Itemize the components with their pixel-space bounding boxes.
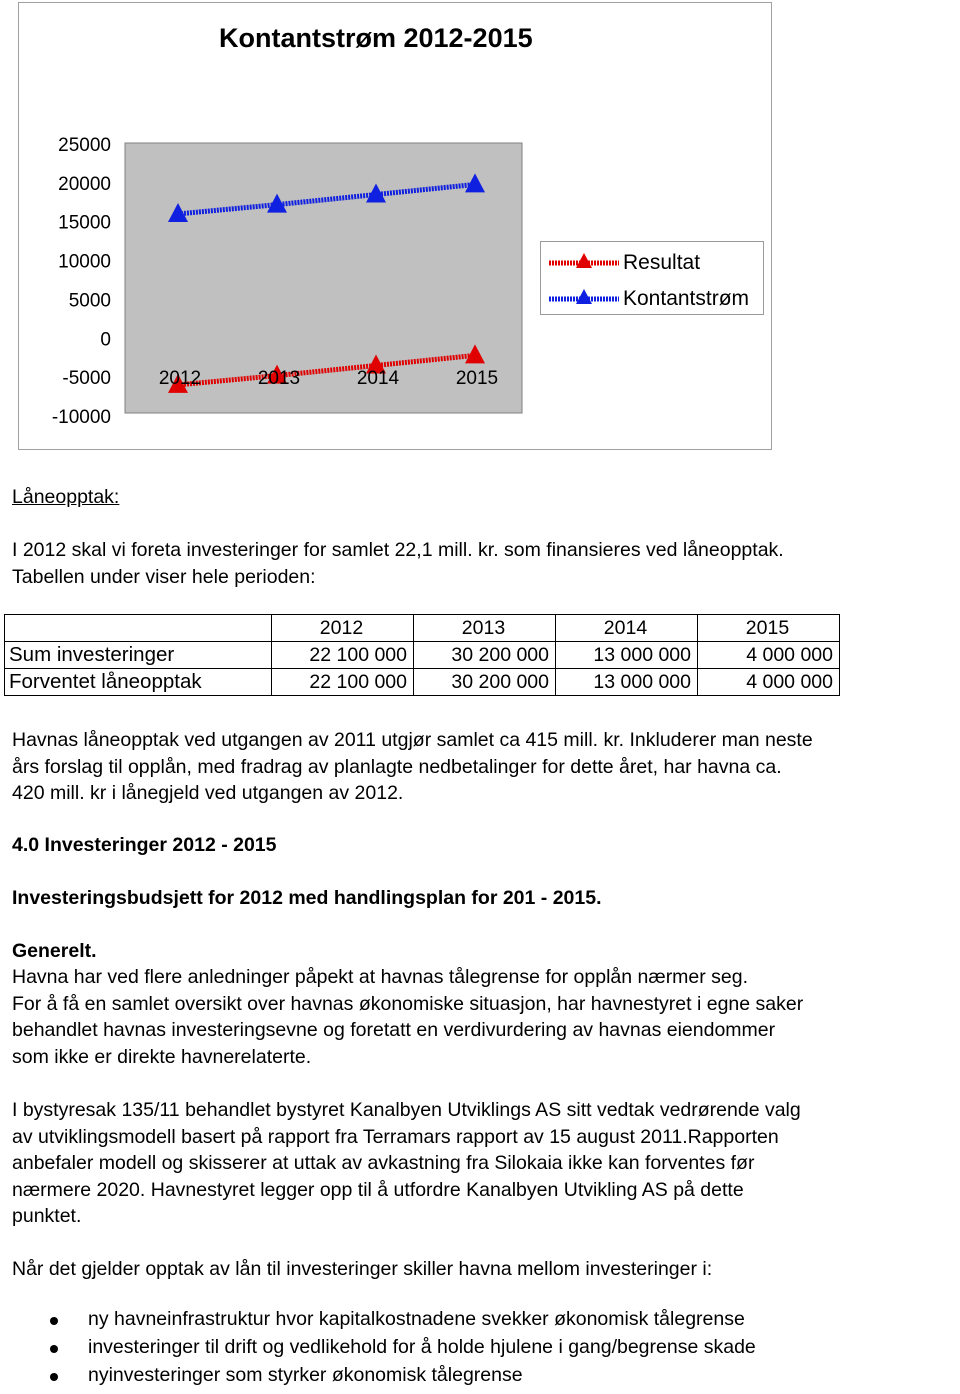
- table-header-cell: 2013: [414, 615, 556, 642]
- heading-laneopptak: Låneopptak:: [12, 486, 120, 508]
- x-tick-label: 2015: [455, 368, 499, 390]
- table-cell: 13 000 000: [556, 642, 698, 669]
- table-header-cell: 2012: [272, 615, 414, 642]
- budget-heading: Investeringsbudsjett for 2012 med handlingsplan for 201 - 2015.: [12, 887, 602, 909]
- bullet-icon: [50, 1373, 58, 1381]
- table-row: [5, 669, 840, 696]
- chart-title: Kontantstrøm 2012-2015: [219, 23, 533, 53]
- table-cell: 22 100 000: [272, 669, 414, 696]
- paragraph-generelt-line: Havna har ved flere anledninger påpekt at havnas tålegrense for opplån nærmer seg.: [12, 966, 749, 988]
- investment-table: [4, 614, 840, 696]
- y-tick-label: -10000: [51, 407, 111, 428]
- legend-marker-resultat: [547, 251, 621, 275]
- paragraph-generelt-line: behandlet havnas investeringsevne og foretatt en verdivurdering av havnas eiendommer: [12, 1019, 776, 1041]
- generelt-heading: Generelt.: [12, 940, 97, 962]
- paragraph-havnas-line: 420 mill. kr i lånegjeld ved utgangen av 2012.: [12, 782, 404, 804]
- legend-item-resultat: [541, 247, 763, 277]
- list-item-text: ny havneinfrastruktur hvor kapitalkostnadene svekker økonomisk tålegrense: [88, 1308, 745, 1330]
- paragraph-generelt-line: For å få en samlet oversikt over havnas økonomiske situasjon, har havnestyret i egne saker: [12, 993, 804, 1015]
- y-tick-label: 25000: [58, 135, 111, 156]
- y-tick-label: -5000: [62, 368, 111, 390]
- table-cell: 13 000 000: [556, 669, 698, 696]
- legend-label-resultat: Resultat: [623, 251, 701, 274]
- table-corner-cell: [5, 615, 272, 642]
- table-header-cell: 2014: [556, 615, 698, 642]
- y-tick-label: 0: [100, 329, 111, 351]
- x-tick-label: 2014: [356, 368, 400, 390]
- paragraph-naar: Når det gjelder opptak av lån til investeringer skiller havna mellom investeringer i:: [12, 1258, 713, 1280]
- x-tick-label: 2013: [257, 368, 301, 390]
- paragraph-havnas-line: Havnas låneopptak ved utgangen av 2011 utgjør samlet ca 415 mill. kr. Inkluderer man neste: [12, 729, 813, 751]
- intro-line-1: I 2012 skal vi foreta investeringer for samlet 22,1 mill. kr. som finansieres ved låneopptak.: [12, 539, 784, 561]
- line-chart: [19, 3, 771, 449]
- x-tick-label: 2012: [158, 368, 202, 390]
- table-header-row: [5, 615, 840, 642]
- table-row-label: Forventet låneopptak: [5, 669, 272, 696]
- bullet-icon: [50, 1345, 58, 1353]
- y-tick-label: 5000: [68, 290, 111, 312]
- legend-item-kontantstrom: [541, 283, 763, 313]
- y-tick-label: 15000: [58, 212, 111, 234]
- paragraph-bystyre-line: punktet.: [12, 1205, 82, 1227]
- list-item-text: nyinvesteringer som styrker økonomisk tålegrense: [88, 1364, 523, 1386]
- table-cell: 4 000 000: [698, 642, 840, 669]
- table-cell: 30 200 000: [414, 669, 556, 696]
- paragraph-bystyre-line: av utviklingsmodell basert på rapport fra Terramars rapport av 15 august 2011.Rapporten: [12, 1126, 779, 1148]
- table-row-label: Sum investeringer: [5, 642, 272, 669]
- paragraph-bystyre-line: nærmere 2020. Havnestyret legger opp til å utfordre Kanalbyen Utvikling AS på dette: [12, 1179, 744, 1201]
- chart-legend: [540, 241, 764, 315]
- legend-marker-kontantstrom: [547, 287, 621, 311]
- legend-label-kontantstrom: Kontantstrøm: [623, 287, 750, 310]
- list-item-text: investeringer til drift og vedlikehold for å holde hjulene i gang/begrense skade: [88, 1336, 756, 1358]
- paragraph-generelt-line: som ikke er direkte havnerelaterte.: [12, 1046, 312, 1068]
- paragraph-bystyre-line: anbefaler modell og skisserer at uttak av avkastning fra Silokaia ikke kan forventes før: [12, 1152, 755, 1174]
- y-tick-label: 20000: [58, 173, 111, 195]
- table-cell: 4 000 000: [698, 669, 840, 696]
- table-cell: 22 100 000: [272, 642, 414, 669]
- paragraph-havnas-line: års forslag til opplån, med fradrag av planlagte nedbetalinger for dette året, har havna ca.: [12, 756, 782, 778]
- section-heading: 4.0 Investeringer 2012 - 2015: [12, 834, 277, 856]
- table-header-cell: 2015: [698, 615, 840, 642]
- paragraph-bystyre-line: I bystyresak 135/11 behandlet bystyret Kanalbyen Utviklings AS sitt vedtak vedrørende valg: [12, 1099, 801, 1121]
- table-row: [5, 642, 840, 669]
- chart-frame: [18, 2, 772, 450]
- bullet-icon: [50, 1317, 58, 1325]
- intro-line-2: Tabellen under viser hele perioden:: [12, 566, 316, 588]
- y-tick-label: 10000: [58, 251, 111, 273]
- table-cell: 30 200 000: [414, 642, 556, 669]
